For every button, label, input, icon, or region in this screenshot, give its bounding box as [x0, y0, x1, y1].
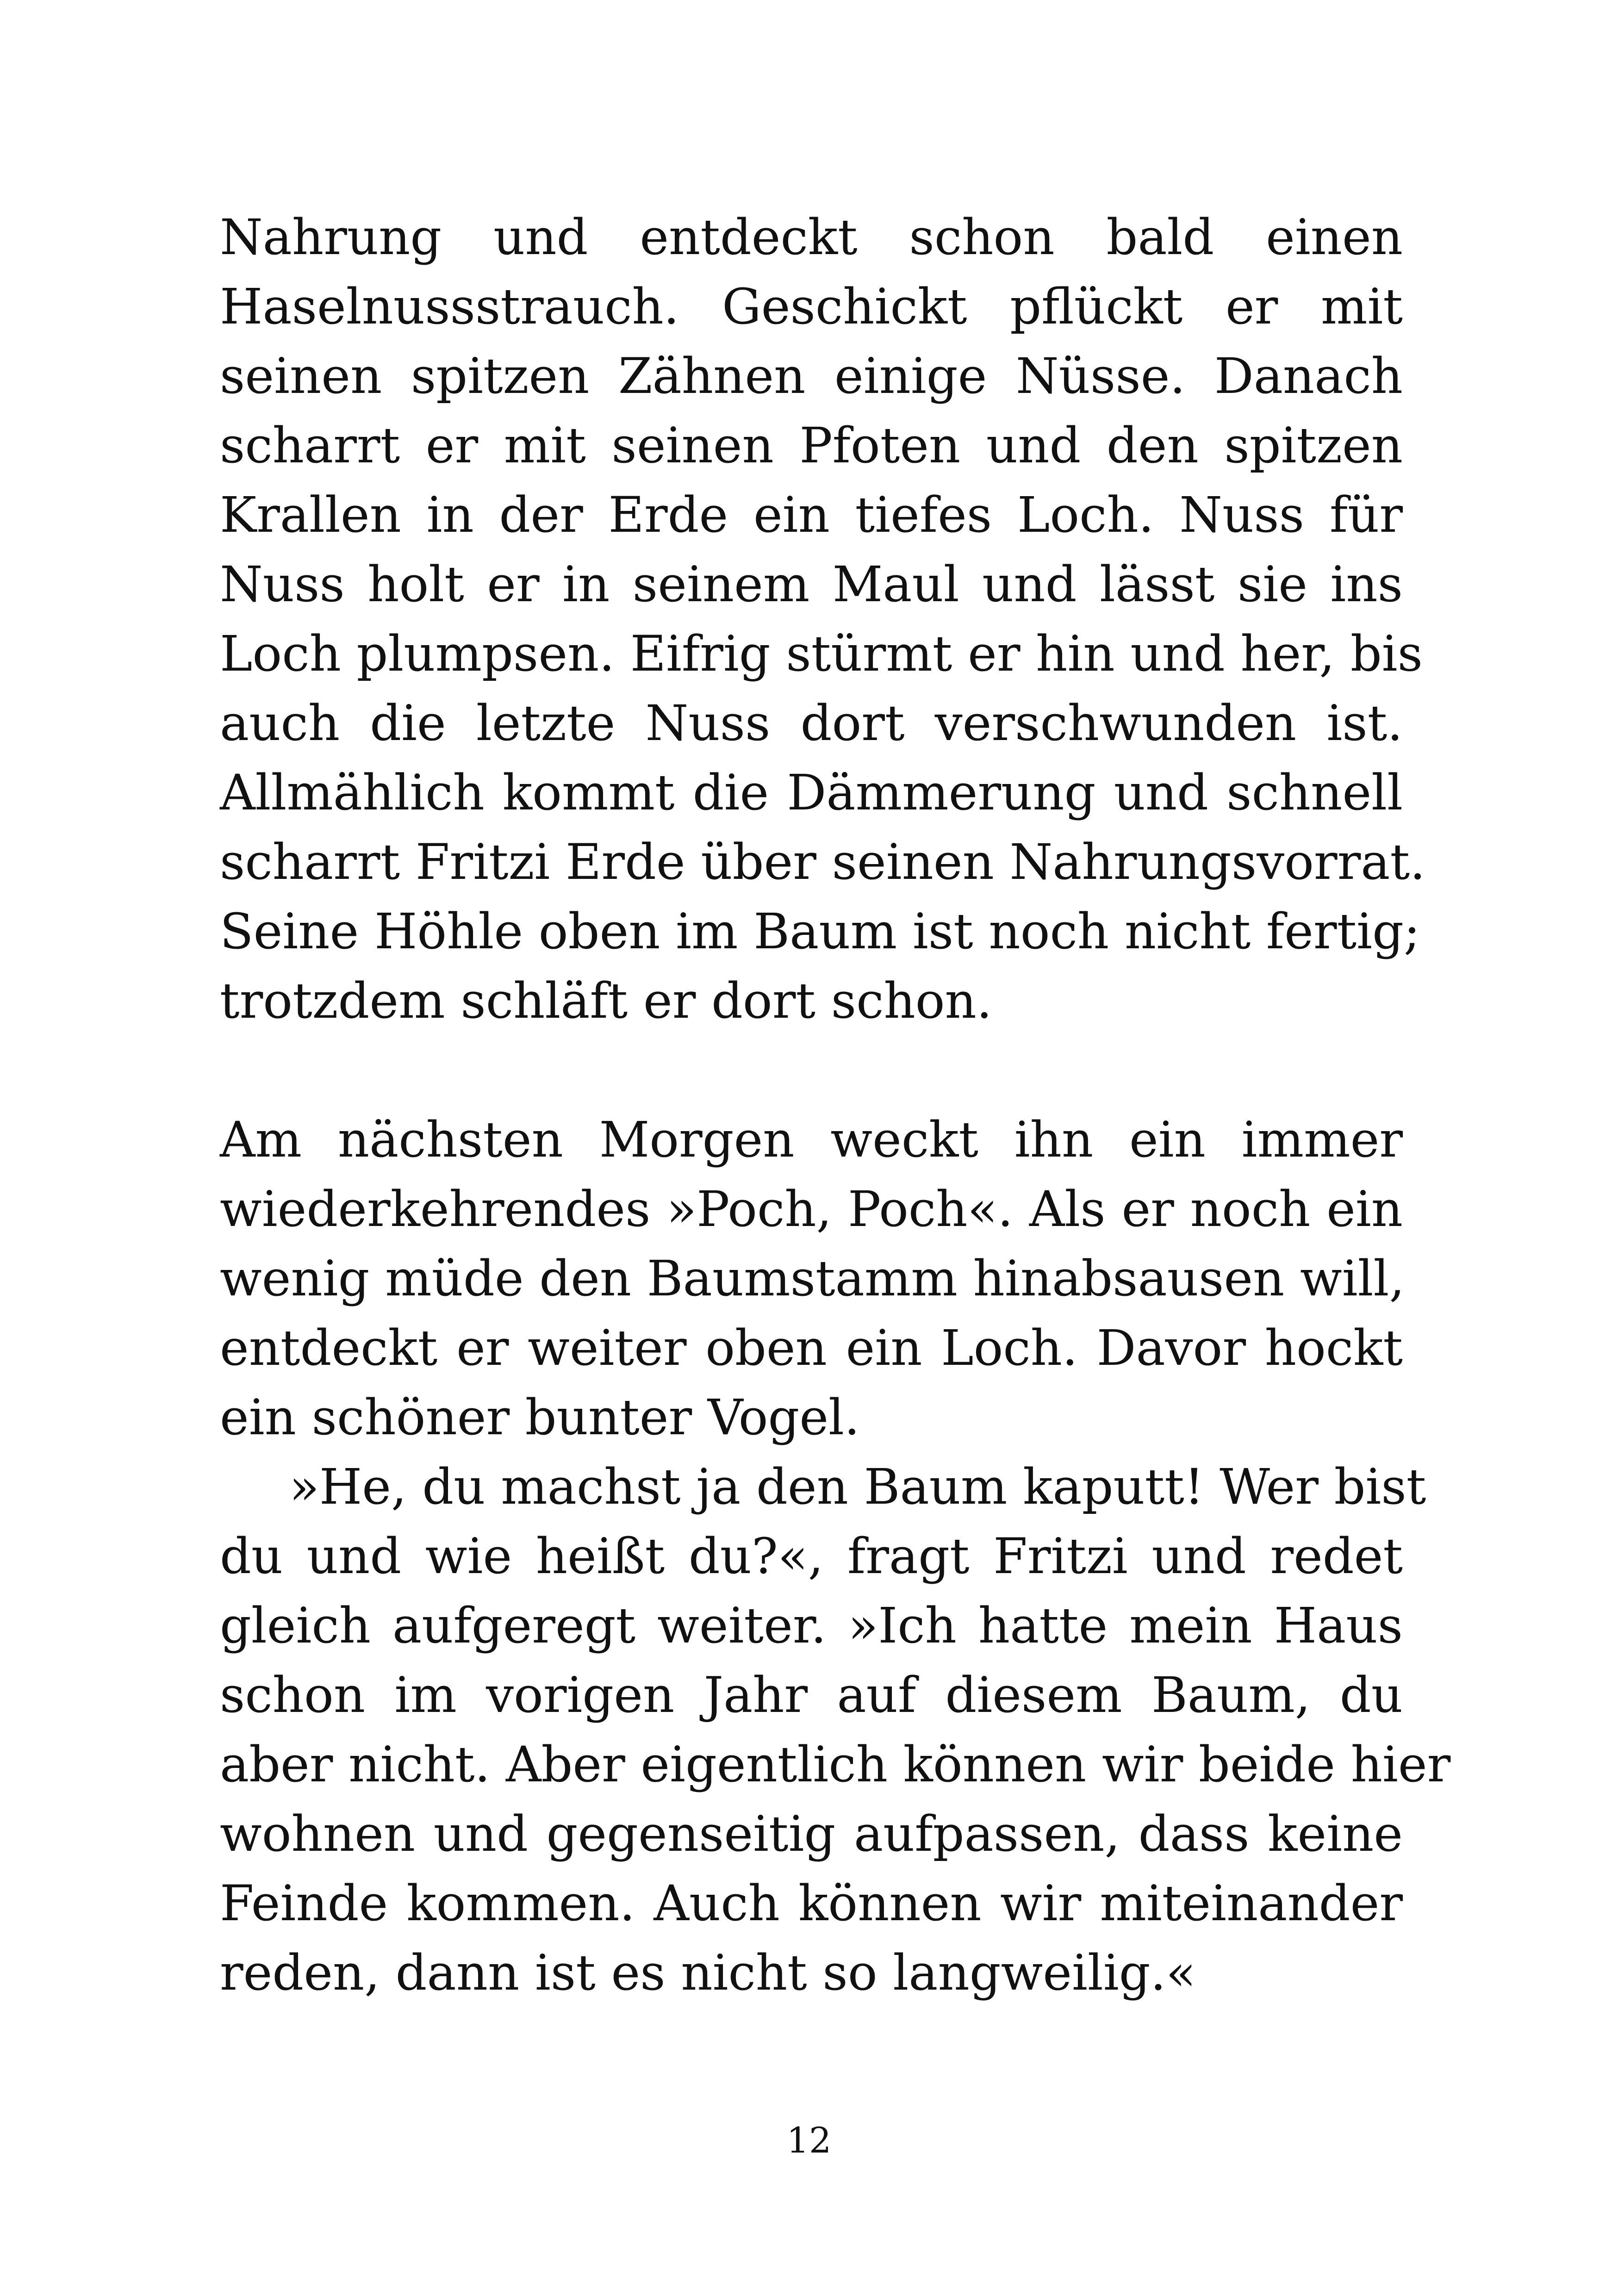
paragraph-1	[220, 203, 1425, 1036]
text-line: schon im vorigen Jahr auf diesem Baum, du	[220, 1667, 1403, 1724]
body-text	[220, 203, 1451, 2008]
text-line: ein schöner bunter Vogel.	[220, 1389, 860, 1446]
text-line: auch die letzte Nuss dort verschwunden ist.	[220, 695, 1403, 752]
text-line: scharrt Fritzi Erde über seinen Nahrungsvorrat.	[220, 834, 1425, 890]
text-line: scharrt er mit seinen Pfoten und den spitzen	[220, 417, 1403, 474]
text-line: wohnen und gegenseitig aufpassen, dass keine	[220, 1805, 1403, 1862]
text-line: Am nächsten Morgen weckt ihn ein immer	[220, 1111, 1403, 1168]
text-line: wenig müde den Baumstamm hinabsausen will,	[220, 1250, 1405, 1307]
page-number: 12	[786, 2120, 832, 2161]
text-line: du und wie heißt du?«, fragt Fritzi und redet	[220, 1528, 1403, 1585]
text-line: reden, dann ist es nicht so langweilig.«	[220, 1944, 1196, 2001]
paragraph-2	[220, 1105, 1403, 1452]
text-line: Nuss holt er in seinem Maul und lässt sie ins	[220, 556, 1403, 613]
text-line: Allmählich kommt die Dämmerung und schnell	[220, 764, 1403, 821]
text-line: entdeckt er weiter oben ein Loch. Davor hockt	[220, 1319, 1403, 1376]
text-line: aber nicht. Aber eigentlich können wir beide hier	[220, 1736, 1451, 1793]
text-line: trotzdem schläft er dort schon.	[220, 972, 992, 1029]
text-line: seinen spitzen Zähnen einige Nüsse. Danach	[220, 348, 1403, 404]
text-line: »He, du machst ja den Baum kaputt! Wer bist	[289, 1458, 1426, 1515]
text-line: wiederkehrendes »Poch, Poch«. Als er noch ein	[220, 1181, 1403, 1238]
paragraph-spacer	[220, 1036, 1403, 1105]
text-line: gleich aufgeregt weiter. »Ich hatte mein Haus	[220, 1597, 1403, 1654]
text-line: Feinde kommen. Auch können wir miteinander	[220, 1875, 1403, 1932]
text-line: Seine Höhle oben im Baum ist noch nicht fertig;	[220, 903, 1420, 960]
paragraph-3	[220, 1452, 1451, 2008]
text-line: Krallen in der Erde ein tiefes Loch. Nuss für	[220, 486, 1403, 543]
text-line: Nahrung und entdeckt schon bald einen	[220, 209, 1403, 266]
text-line: Haselnussstrauch. Geschickt pflückt er mit	[220, 278, 1403, 335]
text-line: Loch plumpsen. Eifrig stürmt er hin und her, bis	[220, 625, 1423, 682]
